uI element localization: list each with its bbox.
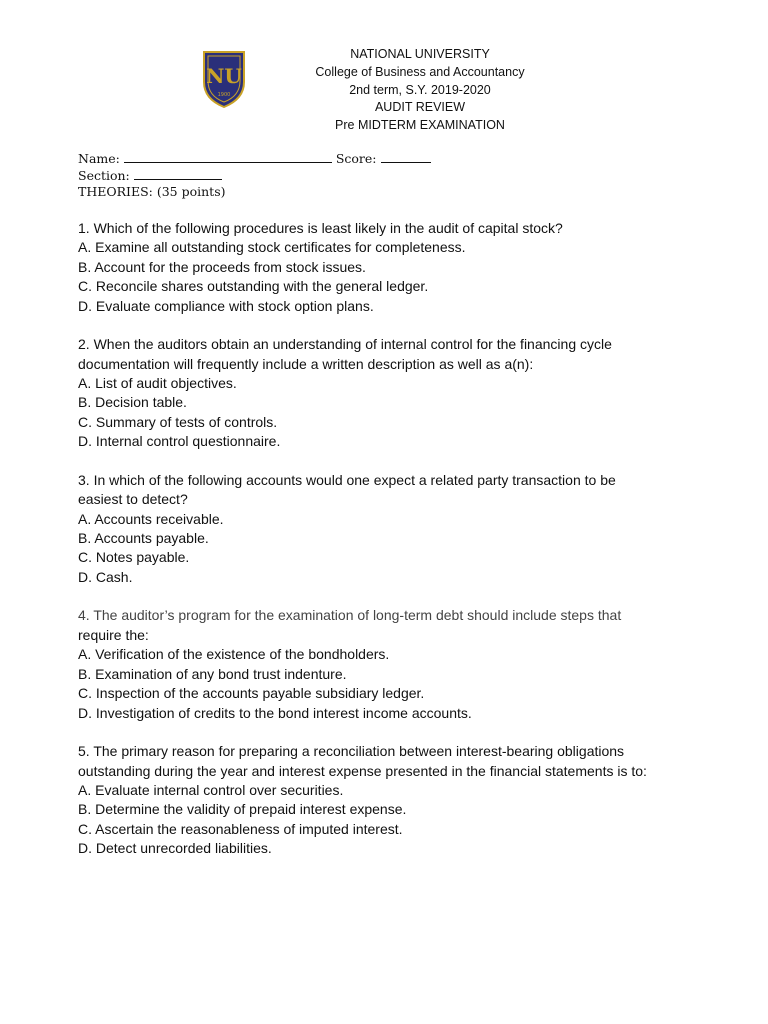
exam-header <box>250 46 590 135</box>
option-c: C. Notes payable. <box>78 549 190 566</box>
option-b: B. Determine the validity of prepaid interest expense. <box>78 801 407 818</box>
question-2 <box>78 335 758 451</box>
option-c: C. Reconcile shares outstanding with the general ledger. <box>78 278 429 295</box>
option-b: B. Accounts payable. <box>78 530 209 547</box>
question-3 <box>78 471 758 587</box>
name-label: Name: <box>78 151 120 166</box>
question-list <box>78 219 758 878</box>
option-b: B. Examination of any bond trust indenture. <box>78 665 347 682</box>
option-c: C. Summary of tests of controls. <box>78 413 278 430</box>
option-a: A. Examine all outstanding stock certificates for completeness. <box>78 239 466 256</box>
option-a: A. Verification of the existence of the bondholders. <box>78 646 390 663</box>
subject-title: AUDIT REVIEW <box>374 100 466 115</box>
option-d: D. Investigation of credits to the bond interest income accounts. <box>78 704 472 721</box>
exam-title: Pre MIDTERM EXAMINATION <box>335 118 505 133</box>
university-shield-logo <box>201 50 247 108</box>
question-stem-cont: outstanding during the year and interest expense presented in the financial statements is to: <box>78 762 647 779</box>
name-score-row <box>78 151 431 168</box>
question-stem: 5. The primary reason for preparing a reconciliation between interest-bearing obligations <box>78 743 625 760</box>
section-blank[interactable] <box>134 168 222 180</box>
question-stem-cont: documentation will frequently include a written description as well as a(n): <box>78 355 534 372</box>
logo-letters: NU <box>206 64 242 88</box>
question-stem: 3. In which of the following accounts would one expect a related party transaction to be <box>78 471 616 488</box>
theories-heading: THEORIES: (35 points) <box>78 184 226 199</box>
option-d: D. Evaluate compliance with stock option plans. <box>78 297 374 314</box>
option-a: A. List of audit objectives. <box>78 375 237 392</box>
name-blank[interactable] <box>124 151 332 163</box>
question-4 <box>78 606 758 722</box>
question-1 <box>78 219 758 316</box>
score-blank[interactable] <box>381 151 431 163</box>
option-d: D. Cash. <box>78 568 133 585</box>
question-stem: 4. The auditor’s program for the examination of long-term debt should include steps that <box>78 607 622 624</box>
question-stem-cont: easiest to detect? <box>78 491 188 508</box>
option-b: B. Account for the proceeds from stock issues. <box>78 258 366 275</box>
option-d: D. Internal control questionnaire. <box>78 433 281 450</box>
option-c: C. Ascertain the reasonableness of imputed interest. <box>78 820 403 837</box>
question-stem-cont: require the: <box>78 626 149 643</box>
section-label: Section: <box>78 167 130 183</box>
score-label: Score: <box>335 151 377 166</box>
option-a: A. Evaluate internal control over securities. <box>78 781 344 798</box>
question-stem: 2. When the auditors obtain an understanding of internal control for the financing cycle <box>78 336 612 353</box>
option-d: D. Detect unrecorded liabilities. <box>78 840 272 857</box>
section-row <box>78 168 431 185</box>
logo-year: 1900 <box>217 92 231 98</box>
university-name: NATIONAL UNIVERSITY <box>350 47 490 61</box>
question-stem: 1. Which of the following procedures is least likely in the audit of capital stock? <box>78 220 563 236</box>
option-c: C. Inspection of the accounts payable subsidiary ledger. <box>78 685 425 702</box>
option-b: B. Decision table. <box>78 394 187 411</box>
question-5 <box>78 742 758 858</box>
college-name: College of Business and Accountancy <box>315 64 525 79</box>
term-line: 2nd term, S.Y. 2019-2020 <box>349 82 491 97</box>
option-a: A. Accounts receivable. <box>78 510 224 527</box>
student-info <box>78 151 431 201</box>
